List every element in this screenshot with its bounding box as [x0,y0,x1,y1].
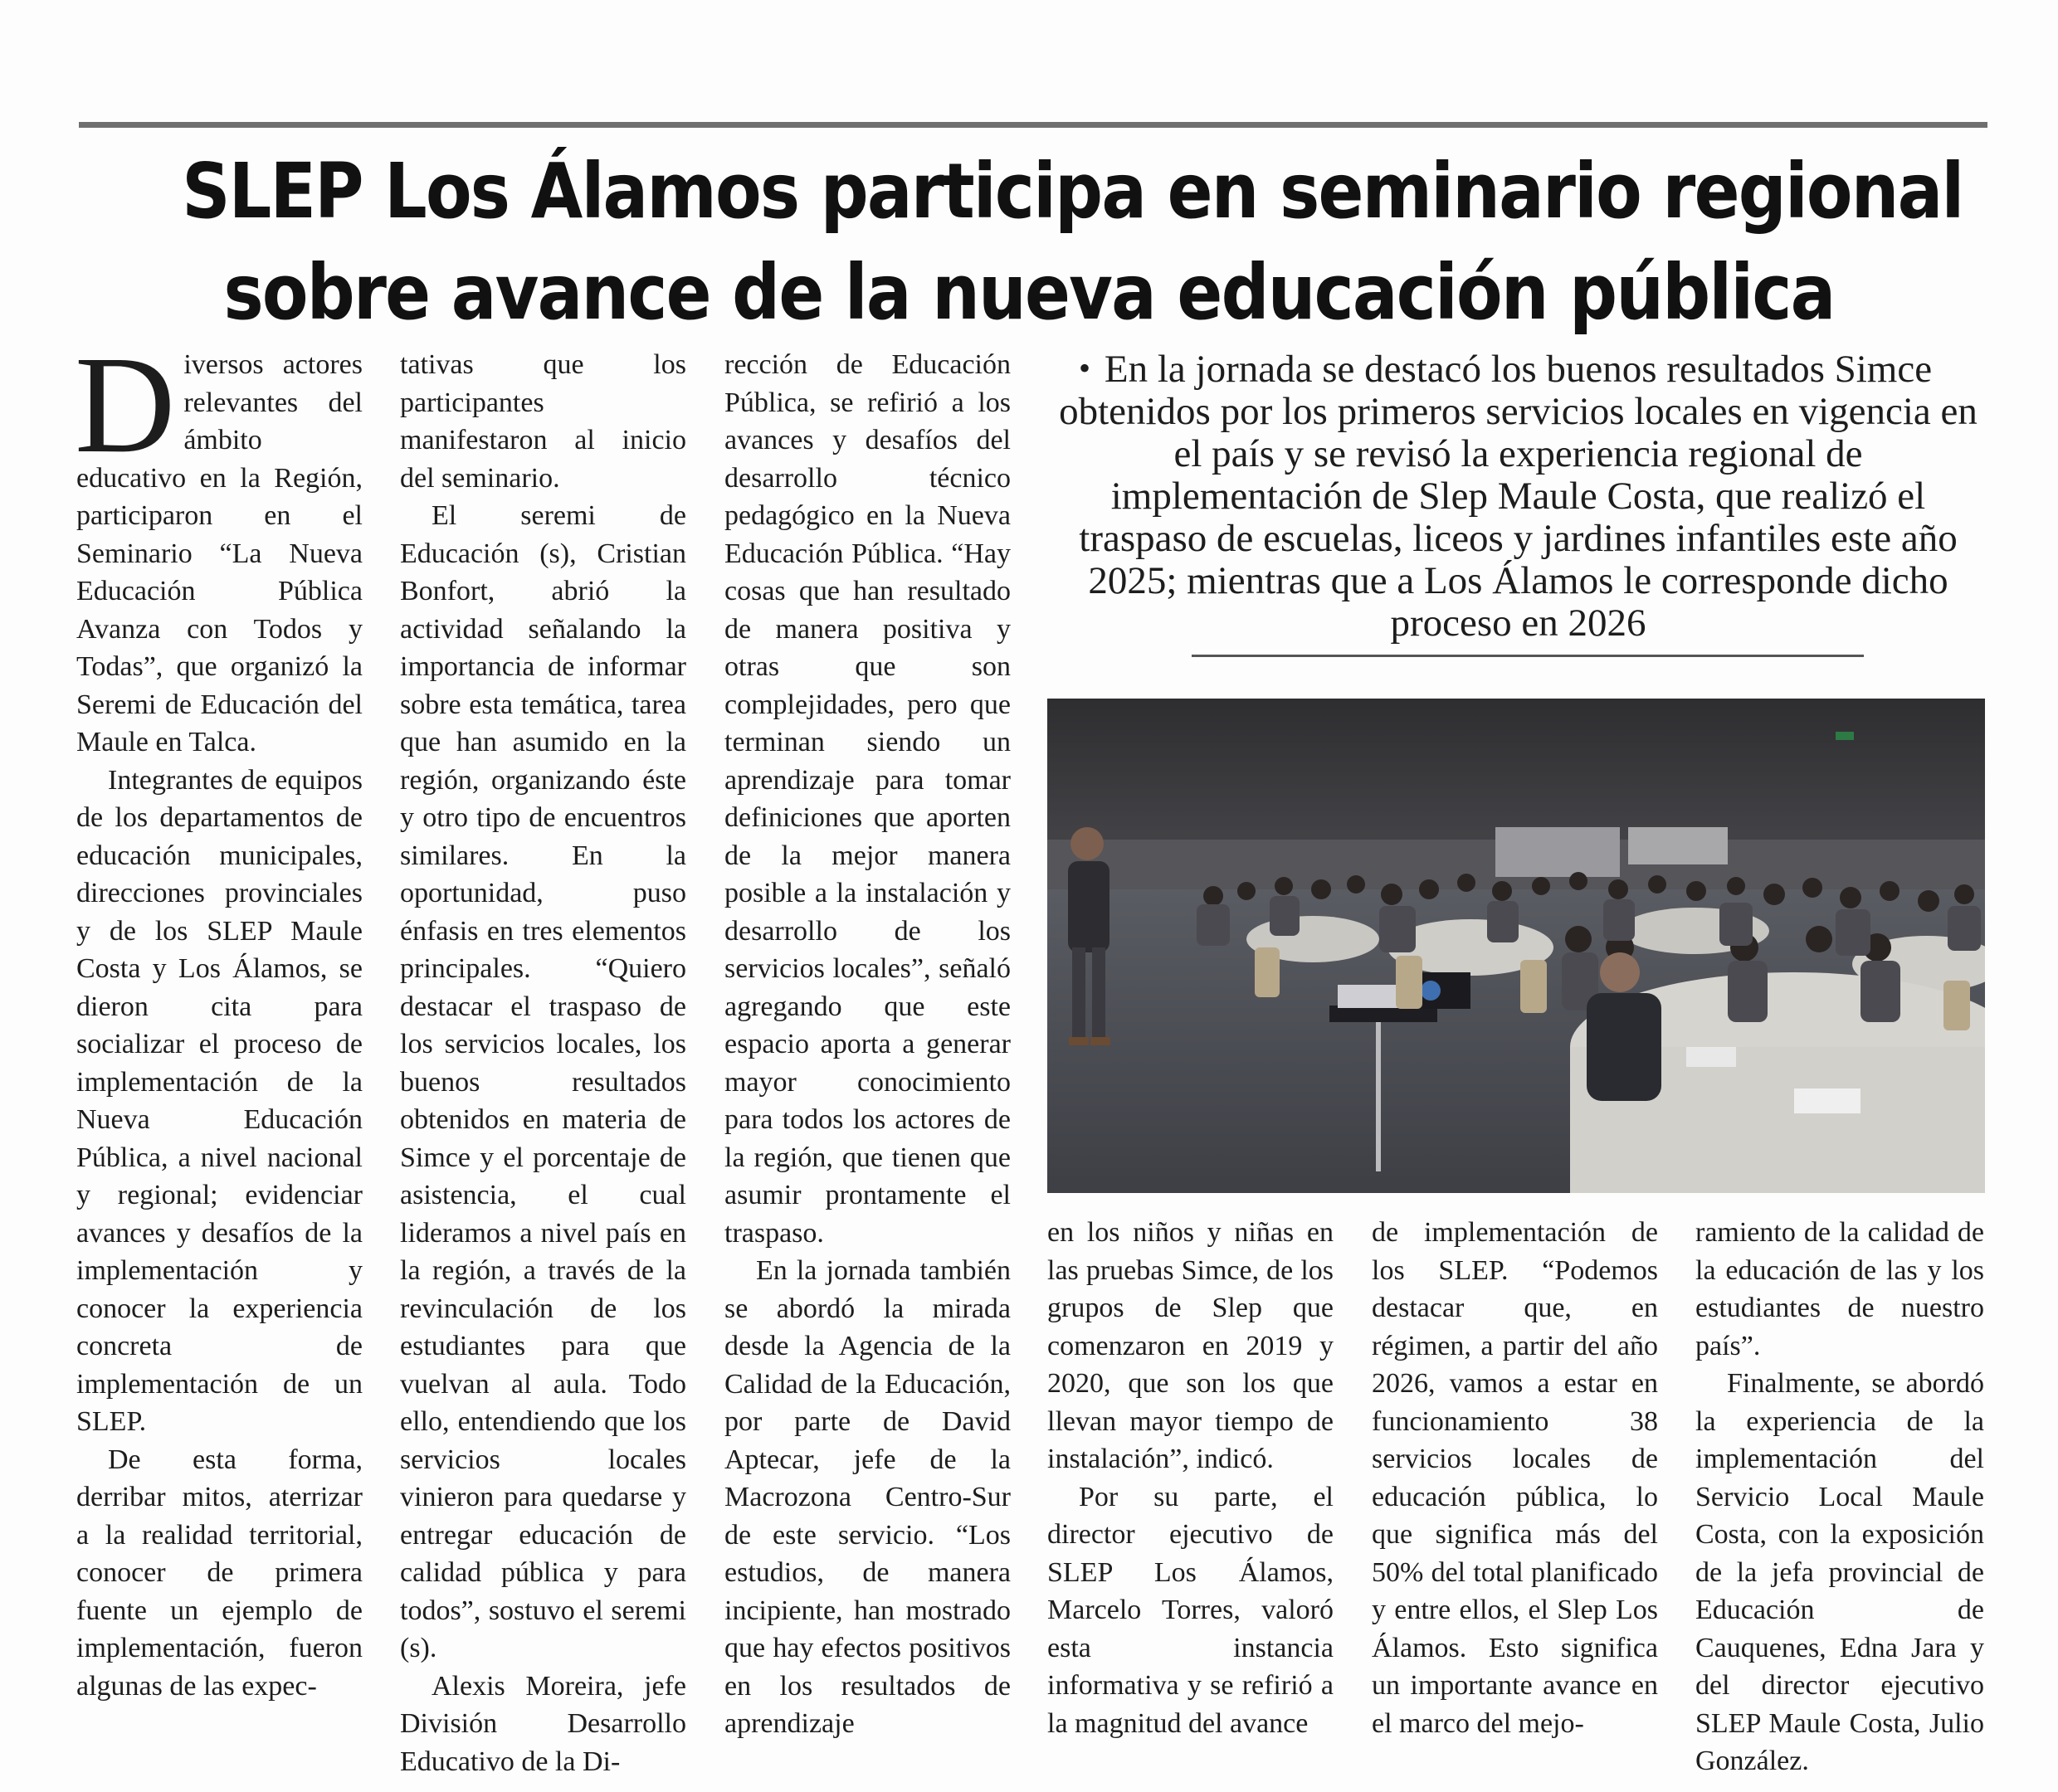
paragraph-5b: rección de Educación Pública, se refirió a los avances y desafíos del desarrollo técnico pedagógico en la Nueva Educación Pública. “Hay cosas que han resultado de manera positiva y otras que son complejidades, pero que terminan siendo un aprendizaje para tomar definiciones que aporten de la mejor manera posible a la instalación y desarrollo de los servicios locales”, señaló agregando que este espacio aporta a generar mayor conocimiento para todos los actores de la región, que tienen que asumir prontamente el traspaso. [724,349,1011,1249]
paragraph-3b: tativas que los participantes manifestaron al inicio del seminario. [400,349,686,494]
headline-line-1: SLEP Los Álamos participa en seminario regional [182,147,1963,236]
headline-line-2: sobre avance de la nueva educación pública [223,248,1835,337]
pull-quote-text: En la jornada se destacó los buenos resultados Simce obtenidos por los primeros servicios locales en vigencia en el país y se revisó la experiencia regional de implementación de Slep Maule Costa, que realizó el traspaso de escuelas, liceos y jardines infantiles este año 2025; mientras que a Los Álamos le corresponde dicho proceso en 2026 [1059,348,1978,645]
pull-quote [1056,348,1981,645]
dropcap: D [75,328,176,482]
paragraph-3a: De esta forma, derribar mitos, aterrizar a la realidad territorial, conocer de primera fuente un ejemplo de implementación, fueron algunas de las expec- [76,1444,363,1702]
bullet-icon: • [1079,349,1091,387]
column-2 [400,346,686,1780]
paragraph-7c: ramiento de la calidad de la educación de las y los estudiantes de nuestro país”. [1695,1217,1984,1361]
headline [182,141,1963,343]
pull-quote-rule [1192,655,1864,657]
paragraph-6a: En la jornada también se abordó la mirada desde la Agencia de la Calidad de la Educación, por parte de David Aptecar, jefe de la Macrozona Centro-Sur de este servicio. “Los estudios, de manera incipiente, han mostrado que hay efectos positivos en los resultados de aprendizaje [724,1255,1011,1739]
paragraph-4: El seremi de Educación (s), Cristian Bonfort, abrió la actividad señalando la importancia de informar sobre esta temática, tarea que han asumido en la región, organizando éste y otro tipo de encuentros similares. En la oportunidad, puso énfasis en tres elementos principales. “Quiero destacar el traspaso de los servicios locales, los buenos resultados obtenidos en materia de Simce y el porcentaje de asistencia, el cual lideramos a nivel país en la región, a través de la revinculación de los estudiantes para que vuelvan al aula. Todo ello, entendiendo que los servicios locales vinieron para quedarse y entregar educación de calidad pública y para todos”, sostuvo el seremi (s). [400,500,686,1663]
column-1 [75,328,363,1705]
column-5 [1372,1214,1658,1742]
column-6 [1695,1214,1984,1780]
column-4 [1047,1214,1334,1742]
paragraph-2: Integrantes de equipos de los departamentos de educación municipales, direcciones provinciales y de los SLEP Maule Costa y Los Álamos, se dieron cita para socializar el proceso de implementación de la Nueva Educación Pública, a nivel nacional y regional; evidenciar avances y desafíos de la implementación y conocer la experiencia concreta de implementación de un SLEP. [76,764,363,1437]
column-3 [724,346,1011,1743]
top-rule [79,122,1987,128]
paragraph-5a: Alexis Moreira, jefe División Desarrollo Educativo de la Di- [400,1670,686,1777]
paragraph-7b: de implementación de los SLEP. “Podemos destacar que, en régimen, a partir del año 2026, vamos a estar en funcionamiento 38 servicios locales de educación pública, lo que significa más del 50% del total planificado y entre ellos, el Slep Los Álamos. Esto significa un importante avance en el marco del mejo- [1372,1217,1658,1739]
paragraph-6b: en los niños y niñas en las pruebas Simce, de los grupos de Slep que comenzaron en 2019 y 2020, que son los que llevan mayor tiempo de instalación”, indicó. [1047,1217,1334,1474]
paragraph-8: Finalmente, se abordó la experiencia de la implementación del Servicio Local Maule Costa, con la exposición de la jefa provincial de Educación de Cauquenes, Edna Jara y del director ejecutivo SLEP Maule Costa, Julio González. [1695,1368,1984,1776]
paragraph-7a: Por su parte, el director ejecutivo de SLEP Los Álamos, Marcelo Torres, valoró esta instancia informativa y se refirió a la magnitud del avance [1047,1481,1334,1739]
seminar-photo [1047,699,1985,1193]
paragraph-1: iversos actores relevantes del ámbito educativo en la Región, participaron en el Seminario “La Nueva Educación Pública Avanza con Todos y Todas”, que organizó la Seremi de Educación del Maule en Talca. [76,349,363,757]
